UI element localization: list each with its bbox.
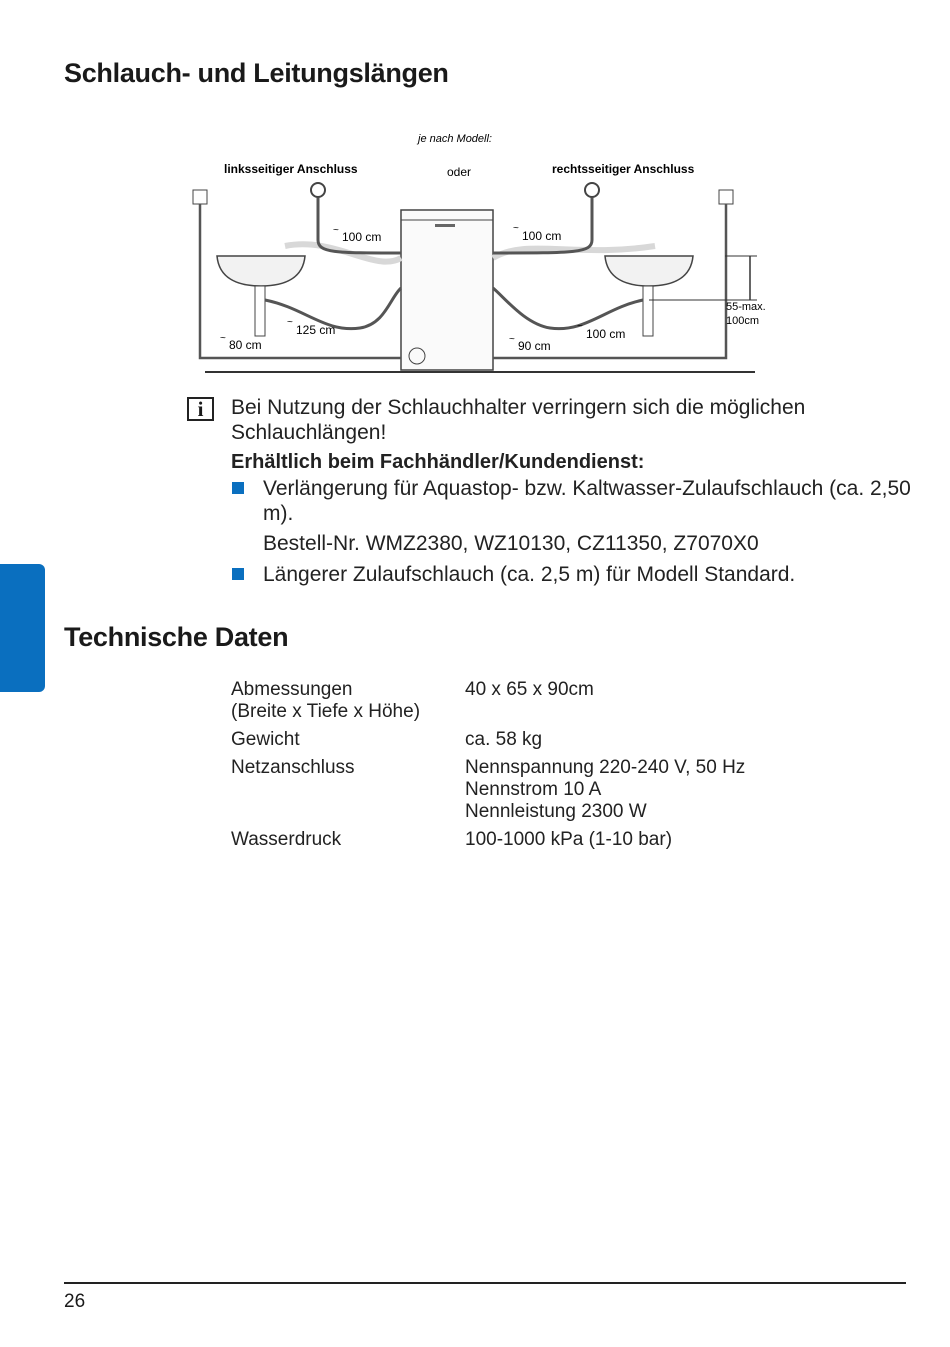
tilde-right-top: ~ <box>513 223 519 234</box>
row-value: Nennspannung 220-240 V, 50 Hz <box>465 757 746 778</box>
drain-left <box>255 286 265 336</box>
technical-data-table <box>231 679 745 857</box>
tilde-left-top: ~ <box>333 225 339 236</box>
tilde-left-mid: ~ <box>287 317 293 328</box>
row-value: Nennleistung 2300 W <box>465 801 647 822</box>
sink-left <box>217 256 305 286</box>
height-label-1: 55-max. <box>726 301 766 313</box>
height-label-2: 100cm <box>726 315 760 327</box>
inlet-hose-right <box>493 198 592 253</box>
row-label: Abmessungen <box>231 679 353 700</box>
tilde-left-bottom: ~ <box>220 333 226 344</box>
machine-handle <box>435 224 455 227</box>
drain-hose-right <box>493 288 643 329</box>
tap-right <box>585 183 599 197</box>
list-item: Längerer Zulaufschlauch (ca. 2,5 m) für Modell Standard. <box>263 563 796 586</box>
length-left-mid: 125 cm <box>296 323 336 337</box>
table-row <box>231 679 745 723</box>
bullet-square-icon <box>232 482 244 494</box>
row-value: 40 x 65 x 90cm <box>465 679 594 700</box>
row-value: ca. 58 kg <box>465 729 543 750</box>
hose-length-diagram <box>185 128 775 378</box>
info-icon: i <box>187 397 214 421</box>
footer-divider <box>64 1282 906 1284</box>
order-numbers: Bestell-Nr. WMZ2380, WZ10130, CZ11350, Z7070X0 <box>263 532 759 555</box>
socket-left <box>193 190 207 204</box>
drain-right <box>643 286 653 336</box>
list-item: Verlängerung für Aquastop- bzw. Kaltwasser-Zulaufschlauch (ca. 2,50 m). <box>263 477 911 525</box>
row-value: Nennstrom 10 A <box>465 779 602 800</box>
tilde-right-bottom: ~ <box>509 334 515 345</box>
length-right-mid: 100 cm <box>586 327 626 341</box>
page-number: 26 <box>64 1291 86 1312</box>
length-left-bottom: 80 cm <box>229 338 262 352</box>
washing-machine <box>401 210 493 370</box>
row-label: Netzanschluss <box>231 757 355 778</box>
length-left-top: 100 cm <box>342 230 382 244</box>
hose-holder-note: Bei Nutzung der Schlauchhalter verringern sich die möglichen Schlauchlängen! <box>231 396 806 444</box>
label-right-connection: rechtsseitiger Anschluss <box>552 162 695 176</box>
row-label: Wasserdruck <box>231 829 342 850</box>
tilde-right-mid: ~ <box>577 321 583 332</box>
sink-right <box>605 256 693 286</box>
table-row <box>231 829 745 851</box>
table-row <box>231 757 745 823</box>
row-value: 100-1000 kPa (1-10 bar) <box>465 829 673 850</box>
table-row <box>231 729 745 751</box>
socket-right <box>719 190 733 204</box>
length-right-bottom: 90 cm <box>518 339 551 353</box>
section-title-technical-data: Technische Daten <box>64 622 289 652</box>
length-right-top: 100 cm <box>522 229 562 243</box>
label-left-connection: linksseitiger Anschluss <box>224 162 358 176</box>
section-title-hose-lengths: Schlauch- und Leitungslängen <box>64 58 449 88</box>
chapter-tab <box>0 564 45 692</box>
tap-left <box>311 183 325 197</box>
diagram-caption: je nach Modell: <box>418 133 492 145</box>
label-or: oder <box>446 165 472 179</box>
availability-heading: Erhältlich beim Fachhändler/Kundendienst: <box>231 451 645 473</box>
row-label-sub: (Breite x Tiefe x Höhe) <box>231 701 421 722</box>
row-label: Gewicht <box>231 729 300 750</box>
bullet-square-icon <box>232 568 244 580</box>
